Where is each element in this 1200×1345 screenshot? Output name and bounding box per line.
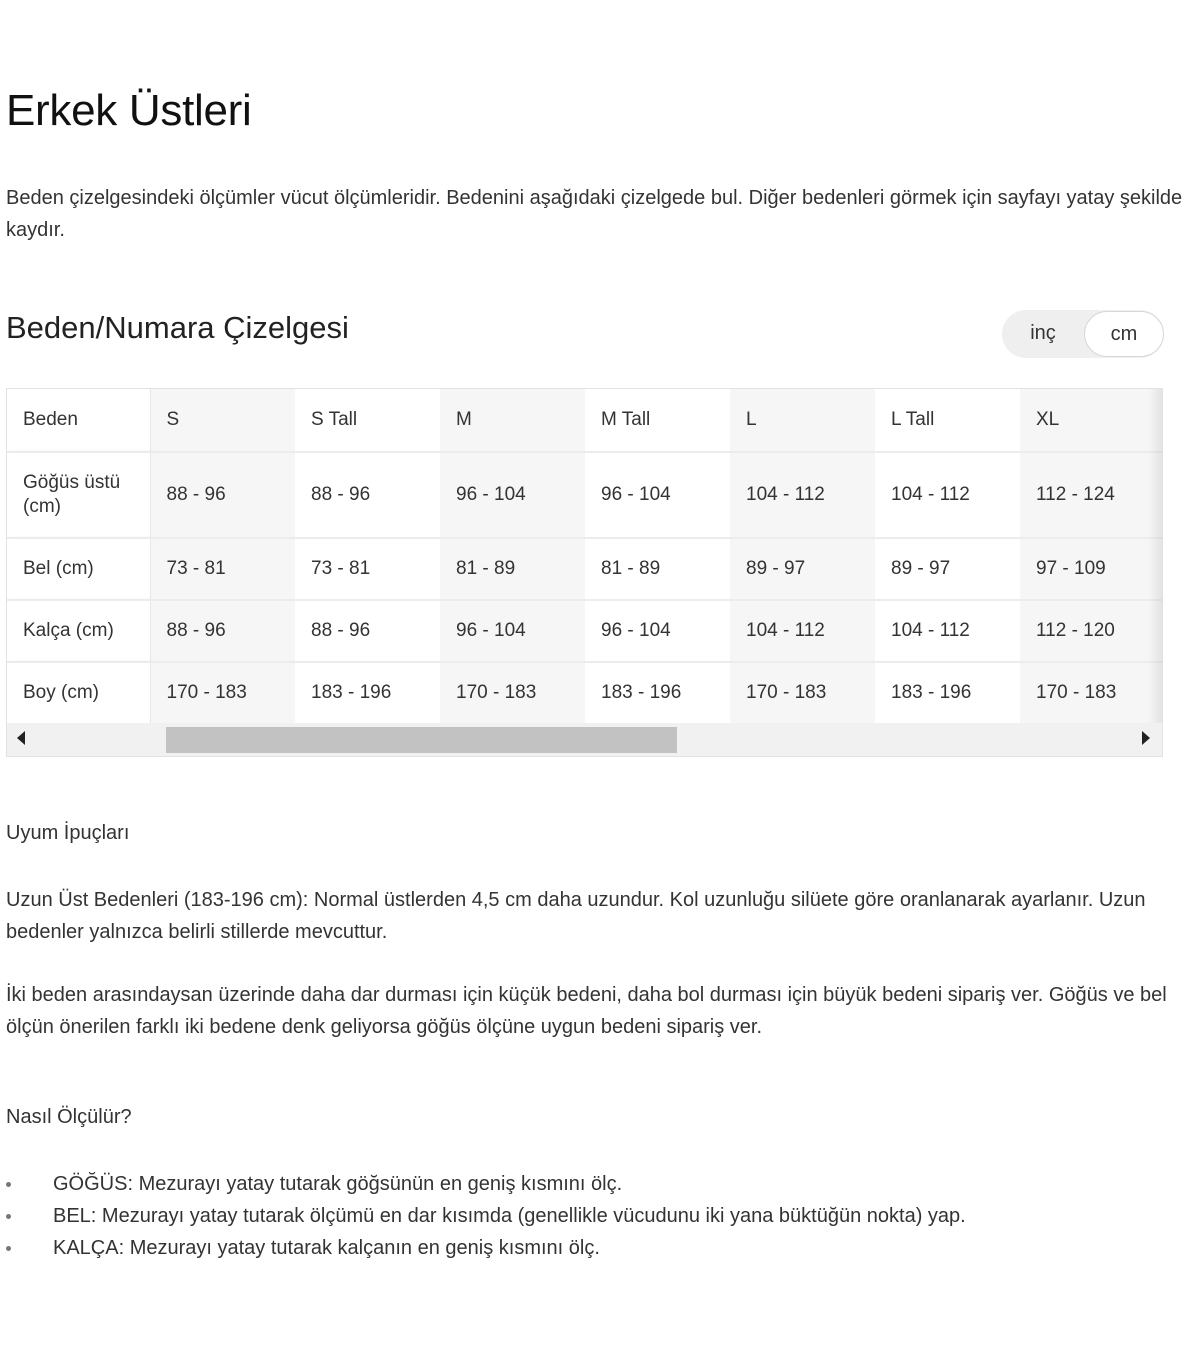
table-cell: 170 - 183 — [150, 662, 295, 724]
list-item — [0, 1232, 966, 1264]
table-cell: 104 - 112 — [730, 452, 875, 538]
table-cell: 104 - 112 — [875, 452, 1020, 538]
header-cell: L — [730, 389, 875, 452]
fit-tips-title: Uyum İpuçları — [6, 822, 130, 844]
bullet-icon — [6, 1214, 11, 1219]
bullet-icon — [6, 1182, 11, 1187]
horizontal-scrollbar[interactable] — [7, 723, 1162, 756]
unit-inch-option[interactable]: inç — [1030, 322, 1056, 344]
scroll-right-arrow-icon[interactable] — [1142, 731, 1150, 745]
table-cell: 170 - 183 — [1020, 662, 1163, 724]
table-cell: 88 - 96 — [150, 600, 295, 662]
list-item — [0, 1168, 966, 1200]
table-cell: 183 - 196 — [295, 662, 440, 724]
row-label: Bel (cm) — [23, 558, 94, 579]
how-to-measure-title: Nasıl Ölçülür? — [6, 1106, 132, 1128]
scroll-fade-shadow — [1148, 389, 1162, 723]
measure-item-text: BEL: Mezurayı yatay tutarak ölçümü en dar kısımda (genellikle vücudunu iki yana büktüğün nokta) yap. — [53, 1205, 966, 1227]
table-cell: 170 - 183 — [730, 662, 875, 724]
table-cell: 73 - 81 — [295, 538, 440, 600]
table-cell: 96 - 104 — [585, 452, 730, 538]
intro-text: Beden çizelgesindeki ölçümler vücut ölçümleridir. Bedenini aşağıdaki çizelgede bul. Diğer bedenleri görmek için sayfayı yatay şekilde kaydır. — [6, 187, 1183, 241]
table-cell: 88 - 96 — [295, 452, 440, 538]
header-cell: M Tall — [585, 389, 730, 452]
fit-tip-paragraph: İki beden arasındaysan üzerinde daha dar durması için küçük bedeni, daha bol durması için büyük bedeni sipariş ver. Göğüs ve bel ölçün önerilen farklı iki bedene denk geliyorsa göğüs ölçüne uygun bedeni sipariş ver. — [6, 984, 1167, 1038]
header-cell: Beden — [7, 389, 150, 452]
measure-item-text: KALÇA: Mezurayı yatay tutarak kalçanın en geniş kısmını ölç. — [53, 1237, 600, 1259]
size-table-container[interactable] — [6, 388, 1163, 757]
fit-tip-paragraph: Uzun Üst Bedenleri (183-196 cm): Normal üstlerden 4,5 cm daha uzundur. Kol uzunluğu silüete göre oranlanarak ayarlanır. Uzun bedenler yalnızca belirli stillerde mevcuttur. — [6, 889, 1146, 943]
size-chart-title: Beden/Numara Çizelgesi — [6, 310, 349, 345]
table-row — [7, 452, 1163, 538]
table-header-row — [7, 389, 1163, 452]
measure-item-text: GÖĞÜS: Mezurayı yatay tutarak göğsünün en geniş kısmını ölç. — [53, 1173, 623, 1195]
size-table — [7, 389, 1163, 725]
scrollbar-thumb[interactable] — [166, 727, 677, 753]
table-cell: 89 - 97 — [875, 538, 1020, 600]
list-item — [0, 1200, 966, 1232]
bullet-icon — [6, 1246, 11, 1251]
row-label: Göğüs üstü (cm) — [23, 472, 121, 517]
header-cell: L Tall — [875, 389, 1020, 452]
table-row — [7, 662, 1163, 724]
table-cell: 97 - 109 — [1020, 538, 1163, 600]
row-label: Boy (cm) — [23, 682, 99, 703]
table-cell: 73 - 81 — [150, 538, 295, 600]
table-cell: 112 - 124 — [1020, 452, 1163, 538]
header-cell: S — [150, 389, 295, 452]
table-cell: 81 - 89 — [440, 538, 585, 600]
table-row — [7, 538, 1163, 600]
header-cell: M — [440, 389, 585, 452]
table-cell: 88 - 96 — [295, 600, 440, 662]
table-row — [7, 600, 1163, 662]
measure-list — [0, 1168, 966, 1264]
table-cell: 96 - 104 — [440, 452, 585, 538]
table-cell: 112 - 120 — [1020, 600, 1163, 662]
table-cell: 104 - 112 — [730, 600, 875, 662]
table-cell: 81 - 89 — [585, 538, 730, 600]
header-cell: XL — [1020, 389, 1163, 452]
table-cell: 170 - 183 — [440, 662, 585, 724]
table-cell: 183 - 196 — [875, 662, 1020, 724]
table-cell: 104 - 112 — [875, 600, 1020, 662]
header-cell: S Tall — [295, 389, 440, 452]
table-cell: 96 - 104 — [440, 600, 585, 662]
unit-toggle[interactable] — [1002, 310, 1164, 358]
table-cell: 96 - 104 — [585, 600, 730, 662]
unit-cm-option[interactable]: cm — [1084, 311, 1164, 357]
row-label: Kalça (cm) — [23, 620, 114, 641]
page-title: Erkek Üstleri — [6, 86, 252, 135]
table-cell: 89 - 97 — [730, 538, 875, 600]
table-cell: 183 - 196 — [585, 662, 730, 724]
table-cell: 88 - 96 — [150, 452, 295, 538]
scroll-left-arrow-icon[interactable] — [17, 731, 25, 745]
